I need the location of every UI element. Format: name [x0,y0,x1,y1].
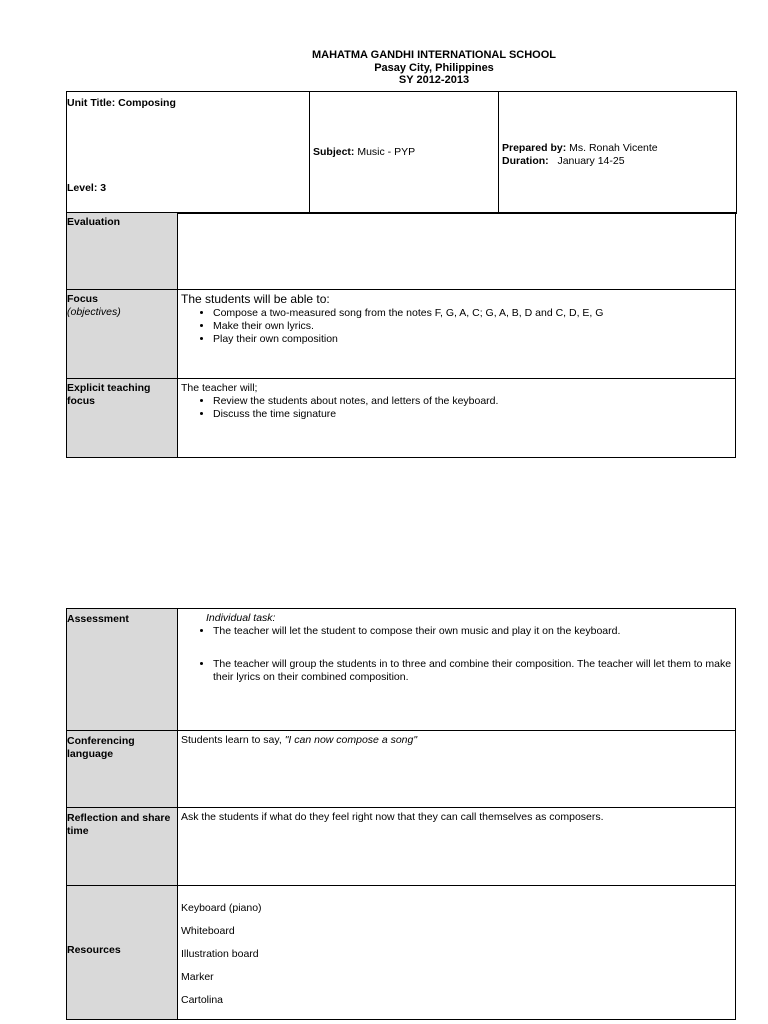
evaluation-row [67,213,736,290]
explicit-row [67,379,736,458]
school-city: Pasay City, Philippines [374,62,494,74]
school-name: MAHATMA GANDHI INTERNATIONAL SCHOOL [311,49,557,61]
prepared-cell [499,92,737,214]
resources-label: Resources [67,886,178,1020]
assessment-intro: Individual task: [206,612,276,624]
list-item: Illustration board [181,948,259,960]
focus-sublabel: (objectives) [67,306,121,318]
explicit-intro: The teacher will; [181,382,258,394]
resources-content [178,886,736,1020]
prepared-label: Prepared by: [502,142,567,154]
unit-cell [67,92,310,214]
list-item: • Make their own lyrics. [213,320,732,333]
focus-list [181,307,732,346]
list-item: Whiteboard [181,925,235,937]
duration-value: January 14-25 [557,155,625,167]
subject-value: Music - PYP [357,145,416,158]
conferencing-quote: "I can now compose a song" [284,734,418,746]
explicit-content [178,379,736,458]
focus-content [178,290,736,379]
prepared-by [502,142,733,155]
unit-info-row [67,92,737,214]
list-item: • Compose a two-measured song from the notes F, G, A, C; G, A, B, D and C, D, E, G [213,307,732,320]
duration [502,155,733,168]
conferencing-row [67,731,736,808]
list-item: • The teacher will group the students in to three and combine their composition. The teacher will let them to make their lyrics on their combined composition. [213,658,732,684]
conferencing-label: Conferencing language [67,731,178,808]
conferencing-text: Students learn to say, [181,734,285,746]
list-item: • Review the students about notes, and letters of the keyboard. [213,395,732,408]
prepared-value: Ms. Ronah Vicente [569,142,658,154]
list-item: • The teacher will let the student to compose their own music and play it on the keyboard. [213,625,732,638]
explicit-label: Explicit teaching focus [67,379,178,458]
conferencing-content [178,731,736,808]
assessment-label: Assessment [67,609,178,731]
list-item: Keyboard (piano) [181,902,262,914]
duration-label: Duration: [502,155,549,167]
lesson-plan-table-2 [66,608,736,1020]
assessment-row [67,609,736,731]
lesson-info-table [66,91,737,214]
subject-label: Subject: [313,145,355,158]
evaluation-content [178,213,736,290]
list-item: Marker [181,971,214,983]
reflection-row [67,808,736,886]
focus-row [67,290,736,379]
assessment-list [181,625,732,684]
subject-cell [310,92,499,214]
lesson-plan-table-1 [66,212,736,458]
focus-intro: The students will be able to: [181,292,330,306]
explicit-list [181,395,732,421]
list-item: • Discuss the time signature [213,408,732,421]
evaluation-label: Evaluation [67,213,178,290]
focus-label: Focus (objectives) [67,290,178,379]
level: Level: 3 [67,182,107,194]
school-year: SY 2012-2013 [398,74,470,86]
reflection-text: Ask the students if what do they feel right now that they can call themselves as composers. [181,811,604,823]
reflection-content [178,808,736,886]
list-item: • Play their own composition [213,333,732,346]
assessment-content [178,609,736,731]
list-item: Cartolina [181,994,224,1006]
resources-row [67,886,736,1020]
reflection-label: Reflection and share time [67,808,178,886]
unit-title: Unit Title: Composing [67,97,176,109]
